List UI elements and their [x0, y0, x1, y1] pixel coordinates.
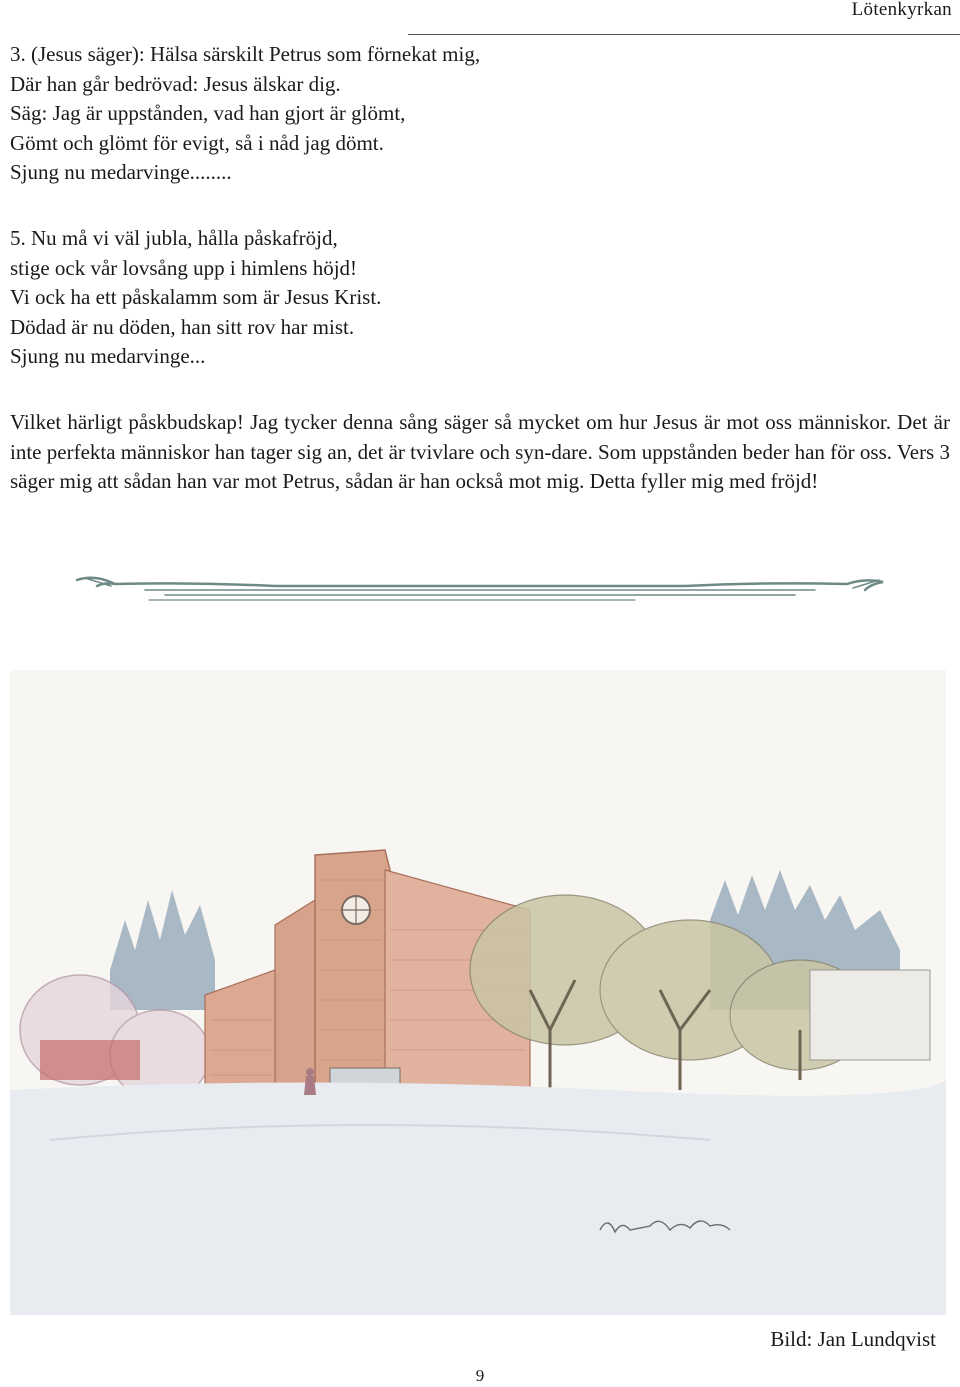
- church-watercolor-illustration: [10, 670, 946, 1315]
- verse-line: Säg: Jag är uppstånden, vad han gjort är glömt,: [10, 101, 406, 125]
- commentary-paragraph: Vilket härligt påskbudskap! Jag tycker denna sång säger så mycket om hur Jesus är mot oss människor. Det är inte perfekta människor han tager sig an, det är tvivlare och syn-dare. Som uppstånden beder han för oss. Vers 3 säger mig att sådan han var mot Petrus, sådan är han också mot mig. Detta fyller mig med fröjd!: [10, 410, 950, 493]
- header-rule: [408, 34, 960, 35]
- verse-line: 3. (Jesus säger): Hälsa särskilt Petrus som förnekat mig,: [10, 42, 481, 66]
- verse-line: Sjung nu medarvinge........: [10, 160, 232, 184]
- ornamental-divider: [75, 570, 887, 612]
- running-header-title: Lötenkyrkan: [851, 0, 952, 20]
- verse-line: Sjung nu medarvinge...: [10, 344, 206, 368]
- verse-line: Vi ock ha ett påskalamm som är Jesus Krist.: [10, 285, 382, 309]
- verse-line: Dödad är nu döden, han sitt rov har mist.: [10, 314, 355, 339]
- verse-line: Där han går bedrövad: Jesus älskar dig.: [10, 71, 341, 96]
- verse-line: Gömt och glömt för evigt, så i nåd jag dömt.: [10, 130, 384, 155]
- verse-line: 5. Nu må vi väl jubla, hålla påskafröjd,: [10, 226, 338, 250]
- hymn-verse-3: [10, 40, 480, 188]
- hymn-verse-5: [10, 224, 381, 372]
- page-number: 9: [475, 1366, 485, 1385]
- verse-line: stige ock vår lovsång upp i himlens höjd!: [10, 255, 358, 280]
- image-credit: Bild: Jan Lundqvist: [770, 1327, 936, 1351]
